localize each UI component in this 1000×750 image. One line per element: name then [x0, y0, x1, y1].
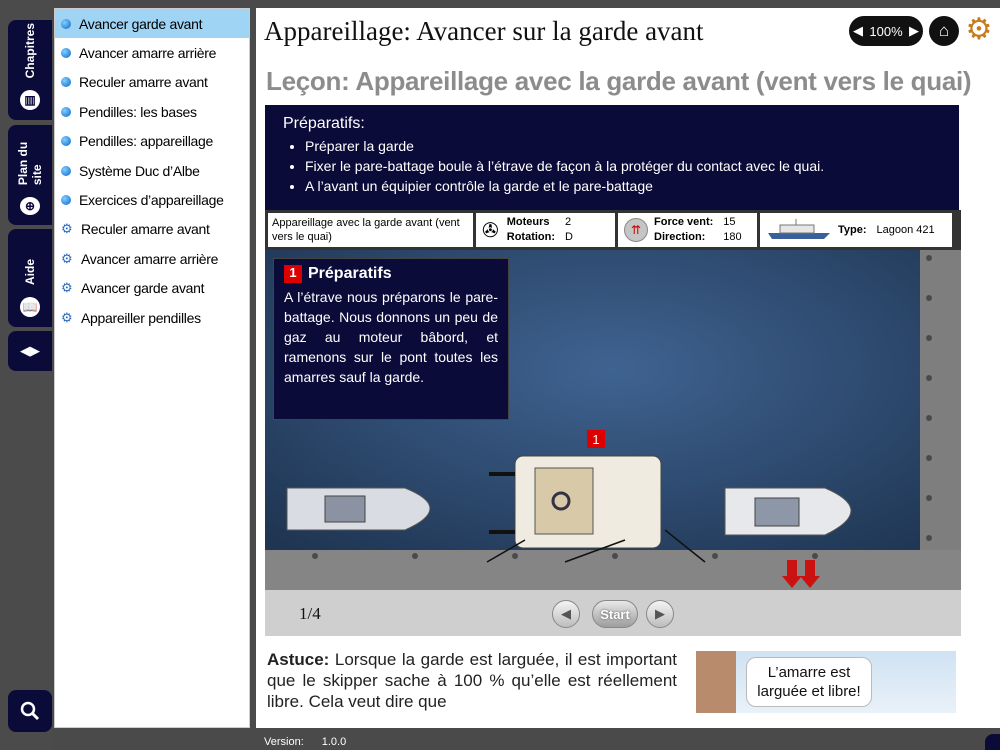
start-button[interactable]: Start	[592, 600, 638, 628]
zoom-out-icon[interactable]: ◀	[853, 23, 863, 38]
chapter-item[interactable]	[55, 38, 249, 67]
tab-aide[interactable]	[8, 229, 52, 327]
info-bar	[265, 210, 961, 250]
tip-text	[267, 649, 677, 713]
tip-label: Astuce:	[267, 650, 330, 669]
chapter-label: Pendilles: les bases	[79, 103, 197, 120]
tab-chapitres[interactable]	[8, 20, 52, 120]
direction-value: 180	[723, 231, 742, 243]
chapter-item[interactable]	[55, 244, 249, 273]
previous-icon: ◀	[561, 606, 571, 621]
search-button[interactable]	[8, 690, 52, 732]
left-rail	[0, 0, 52, 750]
chapter-label: Exercices d’appareillage	[79, 192, 224, 209]
bullet-icon	[61, 166, 71, 176]
bullet-icon	[61, 77, 71, 87]
catamaran	[489, 456, 661, 548]
person-figure	[696, 651, 736, 713]
tab-plan-du-site[interactable]	[8, 125, 52, 225]
search-icon	[20, 701, 40, 721]
chapter-label: Avancer amarre arrière	[79, 45, 217, 62]
bullet-icon	[61, 19, 71, 29]
bullet-icon	[61, 107, 71, 117]
boat-thumbnail-icon	[766, 219, 832, 241]
chapter-item[interactable]	[55, 68, 249, 97]
version-label: Version:	[264, 736, 304, 748]
gear-icon: ⚙	[61, 250, 73, 266]
tab-chapitres-label: Chapitres	[23, 22, 37, 78]
step-text: A l’étrave nous préparons le pare-battage. Nous donnons un peu de gaz au moteur bâbord, et ramenons sur le pont toutes les amarres sauf la garde.	[284, 289, 498, 385]
type-value: Lagoon 421	[876, 224, 935, 236]
help-corner-icon[interactable]	[985, 734, 1000, 750]
chapter-label: Système Duc d’Albe	[79, 162, 200, 179]
page-counter: 1/4	[299, 604, 321, 623]
book-stack-icon: ▥	[20, 90, 40, 110]
gear-icon: ⚙	[61, 280, 73, 296]
chapter-item[interactable]	[55, 127, 249, 156]
step-marker: 1	[592, 432, 600, 447]
tab-plan-du-site-label: Plan du site	[16, 141, 44, 186]
info-description: Appareillage avec la garde avant (vent vers le quai)	[268, 213, 473, 247]
info-motors	[476, 213, 615, 247]
direction-label: Direction:	[654, 231, 706, 243]
propeller-icon: ✇	[482, 219, 499, 242]
globe-icon: ⊕	[20, 197, 40, 215]
main-content	[256, 8, 1000, 728]
chapter-label: Avancer garde avant	[81, 280, 205, 297]
chapter-item[interactable]	[55, 215, 249, 244]
chapter-label: Reculer amarre avant	[79, 74, 208, 91]
home-icon[interactable]: ⌂	[929, 16, 959, 46]
tab-aide-label: Aide	[23, 258, 37, 285]
gear-icon: ⚙	[61, 221, 73, 237]
lesson-title: Leçon: Appareillage avec la garde avant (vent vers le quai)	[266, 66, 972, 96]
chapter-item[interactable]	[55, 9, 249, 38]
chapter-label: Avancer garde avant	[79, 15, 203, 32]
type-label: Type:	[838, 224, 867, 236]
chapter-item[interactable]	[55, 97, 249, 126]
boat-right	[725, 488, 851, 535]
preparation-box	[265, 105, 959, 210]
preparation-heading: Préparatifs:	[283, 115, 365, 132]
zoom-in-icon[interactable]: ▶	[909, 23, 919, 38]
step-number: 1	[284, 265, 302, 283]
previous-button[interactable]	[552, 600, 580, 628]
step-title: Préparatifs	[308, 265, 392, 282]
bullet-icon	[61, 195, 71, 205]
bullet-icon	[61, 136, 71, 146]
chapter-label: Reculer amarre avant	[81, 221, 210, 238]
chapter-label: Avancer amarre arrière	[81, 250, 219, 267]
motors-label: Moteurs	[506, 216, 550, 228]
tip-body: Lorsque la garde est larguée, il est important que le skipper sache à 100 % qu’elle est réellement libre. Cela veut dire que	[267, 650, 677, 711]
wind-direction-icon: ⇈	[624, 218, 648, 242]
preparation-item: • Fixer le pare-battage boule à l’étrave de façon à la protéger du contact avec le quai.	[305, 156, 941, 176]
zoom-level: 100%	[869, 23, 903, 39]
bullet-icon	[61, 48, 71, 58]
open-book-icon: 📖	[20, 297, 40, 317]
chapter-item[interactable]	[55, 185, 249, 214]
preparation-list	[283, 136, 941, 196]
rotation-value: D	[565, 231, 573, 243]
zoom-control[interactable]	[849, 16, 923, 46]
motors-value: 2	[565, 216, 572, 228]
quay-right	[920, 250, 961, 590]
step-info-panel	[273, 258, 509, 420]
speech-bubble: L’amarre est larguée et libre!	[746, 657, 872, 707]
preparation-item: • A l’avant un équipier contrôle la garde et le pare-battage	[305, 176, 941, 196]
gear-icon: ⚙	[61, 309, 73, 325]
chapter-label: Appareiller pendilles	[81, 309, 201, 326]
next-icon: ▶	[655, 606, 665, 621]
wind-force-value: 15	[723, 216, 736, 228]
chapter-list	[54, 8, 250, 728]
preparation-item: • Préparer la garde	[305, 136, 941, 156]
version-value: 1.0.0	[321, 736, 347, 748]
arrows-icon: ◀▶	[20, 343, 40, 358]
info-wind	[618, 213, 757, 247]
chapter-item[interactable]	[55, 274, 249, 303]
page-title: Appareillage: Avancer sur la garde avant	[264, 16, 704, 46]
harbor-animation	[265, 250, 961, 590]
chapter-item[interactable]	[55, 303, 249, 332]
chapter-item[interactable]	[55, 156, 249, 185]
chapter-label: Pendilles: appareillage	[79, 133, 213, 150]
playback-controls	[265, 590, 961, 636]
next-button[interactable]	[646, 600, 674, 628]
wind-force-label: Force vent:	[654, 216, 714, 228]
settings-gear-icon[interactable]: ⚙	[965, 13, 993, 46]
rotation-label: Rotation:	[506, 231, 556, 243]
toggle-panel-arrows[interactable]	[8, 331, 52, 371]
boat-left	[287, 488, 430, 530]
info-boat-type	[760, 213, 952, 247]
tip-illustration	[696, 651, 956, 713]
version-info	[264, 736, 346, 748]
